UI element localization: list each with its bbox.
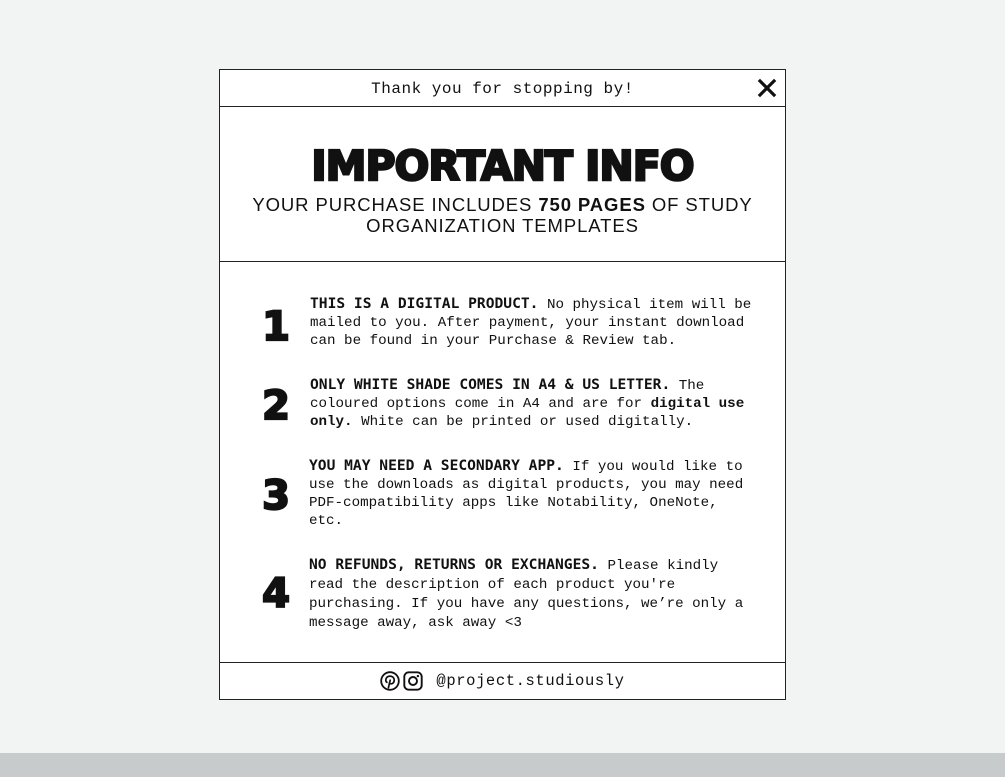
item-body-bold: digital use only.	[310, 396, 745, 430]
close-icon[interactable]	[757, 78, 777, 98]
pinterest-icon[interactable]	[380, 671, 400, 691]
item-lead: NO REFUNDS, RETURNS OR EXCHANGES.	[309, 556, 599, 573]
social-handle[interactable]: @project.studiously	[436, 672, 625, 690]
item-number: 4	[262, 571, 290, 617]
item-number: 3	[262, 473, 290, 519]
item-text	[310, 295, 755, 350]
info-list	[220, 262, 785, 665]
subtitle	[250, 194, 755, 236]
item-body: White can be printed or used digitally.	[352, 414, 694, 430]
item-text	[309, 457, 757, 530]
info-dialog	[219, 69, 786, 700]
headline: IMPORTANT INFO	[311, 142, 694, 190]
dialog-title: Thank you for stopping by!	[371, 80, 634, 98]
dialog-footer	[220, 662, 785, 699]
subtitle-highlight: 750 PAGES	[538, 194, 646, 215]
item-lead: YOU MAY NEED A SECONDARY APP.	[309, 457, 564, 474]
subtitle-start: YOUR PURCHASE INCLUDES	[252, 194, 539, 215]
instagram-icon[interactable]	[403, 671, 423, 691]
dialog-titlebar	[220, 70, 785, 107]
item-text	[310, 376, 755, 431]
item-body: If you would like to use the downloads as digital products, you may need PDF-compatibility apps like Notability, OneNote, etc.	[309, 459, 744, 529]
item-lead: THIS IS A DIGITAL PRODUCT.	[310, 295, 539, 312]
item-number: 1	[262, 304, 290, 350]
bottom-strip	[0, 753, 1005, 777]
subtitle-end: OF STUDY ORGANIZATION TEMPLATES	[366, 194, 753, 236]
item-number: 2	[262, 383, 290, 429]
close-button[interactable]	[757, 78, 777, 98]
item-text	[309, 555, 753, 633]
item-body: Please kindly read the description of each product you're purchasing. If you have any questions, we’re only a message away, ask away <3	[309, 558, 744, 631]
info-header	[220, 107, 785, 262]
social-links	[220, 663, 785, 699]
item-body: The coloured options come in A4 and are for	[310, 378, 705, 412]
item-body: No physical item will be mailed to you. After payment, your instant download can be found in your Purchase & Review tab.	[310, 297, 752, 349]
item-lead: ONLY WHITE SHADE COMES IN A4 & US LETTER.	[310, 376, 671, 393]
